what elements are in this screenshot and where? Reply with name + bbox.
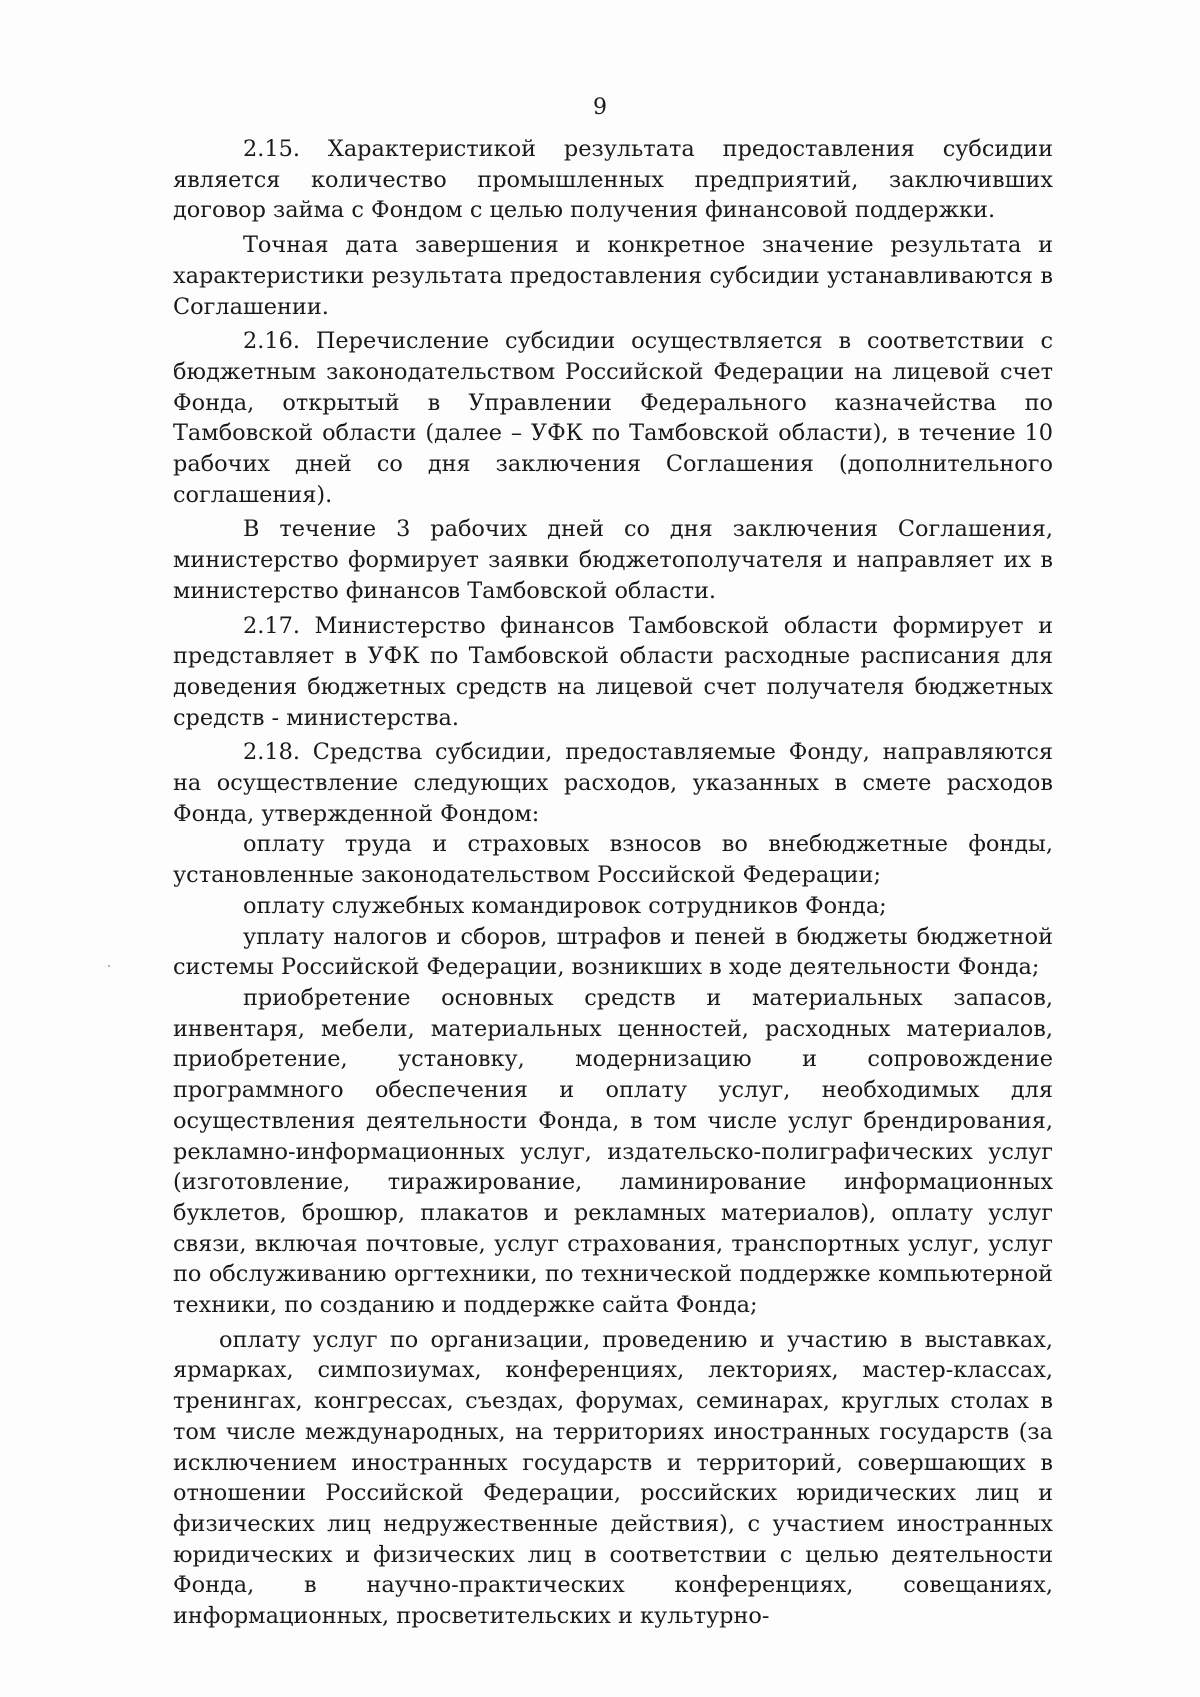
paragraph-3-days: В течение 3 рабочих дней со дня заключения Соглашения, министерство формирует заявки бюджетополучателя и направляет их в министерство финансов Тамбовской области. bbox=[173, 516, 1053, 604]
list-item-events: оплату услуг по организации, проведению и участию в выставках, ярмарках, симпозиумах, конференциях, лекториях, мастер-классах, тренингах, конгрессах, съездах, форумах, семинарах, круглых столах в том числе международных, на территориях иностранных государств (за исключением иностранных государств и территорий, совершающих в отношении Российской Федерации, российских юридических лиц и физических лиц недружественные действия), с участием иностранных юридических и физических лиц в соответствии с целью деятельности Фонда, в научно-практических конференциях, совещаниях, информационных, просветительских и культурно- bbox=[173, 1326, 1053, 1630]
paragraph-2-15: 2.15. Характеристикой результата предоставления субсидии является количество промышленных предприятий, заключивших договор займа с Фондом с целью получения финансовой поддержки. bbox=[173, 136, 1053, 224]
paragraph-result-date: Точная дата завершения и конкретное значение результата и характеристики результата предоставления субсидии устанавливаются в Соглашении. bbox=[173, 232, 1053, 320]
list-item-labor: оплату труда и страховых взносов во внебюджетные фонды, установленные законодательством Российской Федерации; bbox=[173, 831, 1053, 889]
page-number: 9 bbox=[593, 95, 607, 120]
list-item-assets: приобретение основных средств и материальных запасов, инвентаря, мебели, материальных ценностей, расходных материалов, приобретение, установку, модернизацию и сопровождение программного обеспечения и оплату услуг, необходимых для осуществления деятельности Фонда, в том числе услуг брендирования, рекламно-информационных услуг, издательско-полиграфических услуг (изготовление, тиражирование, ламинирование информационных буклетов, брошюр, плакатов и рекламных материалов), оплату услуг связи, включая почтовые, услуг страхования, транспортных услуг, услуг по обслуживанию оргтехники, по технической поддержке компьютерной техники, по созданию и поддержке сайта Фонда; bbox=[173, 984, 1053, 1319]
list-item-travel: оплату служебных командировок сотрудников Фонда; bbox=[243, 892, 887, 919]
paragraph-2-17: 2.17. Министерство финансов Тамбовской области формирует и представляет в УФК по Тамбовской области расходные расписания для доведения бюджетных средств на лицевой счет получателя бюджетных средств - министерства. bbox=[173, 612, 1053, 731]
list-item-taxes: уплату налогов и сборов, штрафов и пеней в бюджеты бюджетной системы Российской Федерации, возникших в ходе деятельности Фонда; bbox=[173, 923, 1053, 981]
paragraph-2-18: 2.18. Средства субсидии, предоставляемые Фонду, направляются на осуществление следующих расходов, указанных в смете расходов Фонда, утвержденной Фондом: bbox=[173, 739, 1053, 827]
document-body bbox=[173, 134, 1053, 1632]
scan-speck bbox=[108, 965, 110, 967]
paragraph-2-16: 2.16. Перечисление субсидии осуществляется в соответствии с бюджетным законодательством Российской Федерации на лицевой счет Фонда, открытый в Управлении Федерального казначейства по Тамбовской области (далее – УФК по Тамбовской области), в течение 10 рабочих дней со дня заключения Соглашения (дополнительного соглашения). bbox=[173, 328, 1053, 508]
